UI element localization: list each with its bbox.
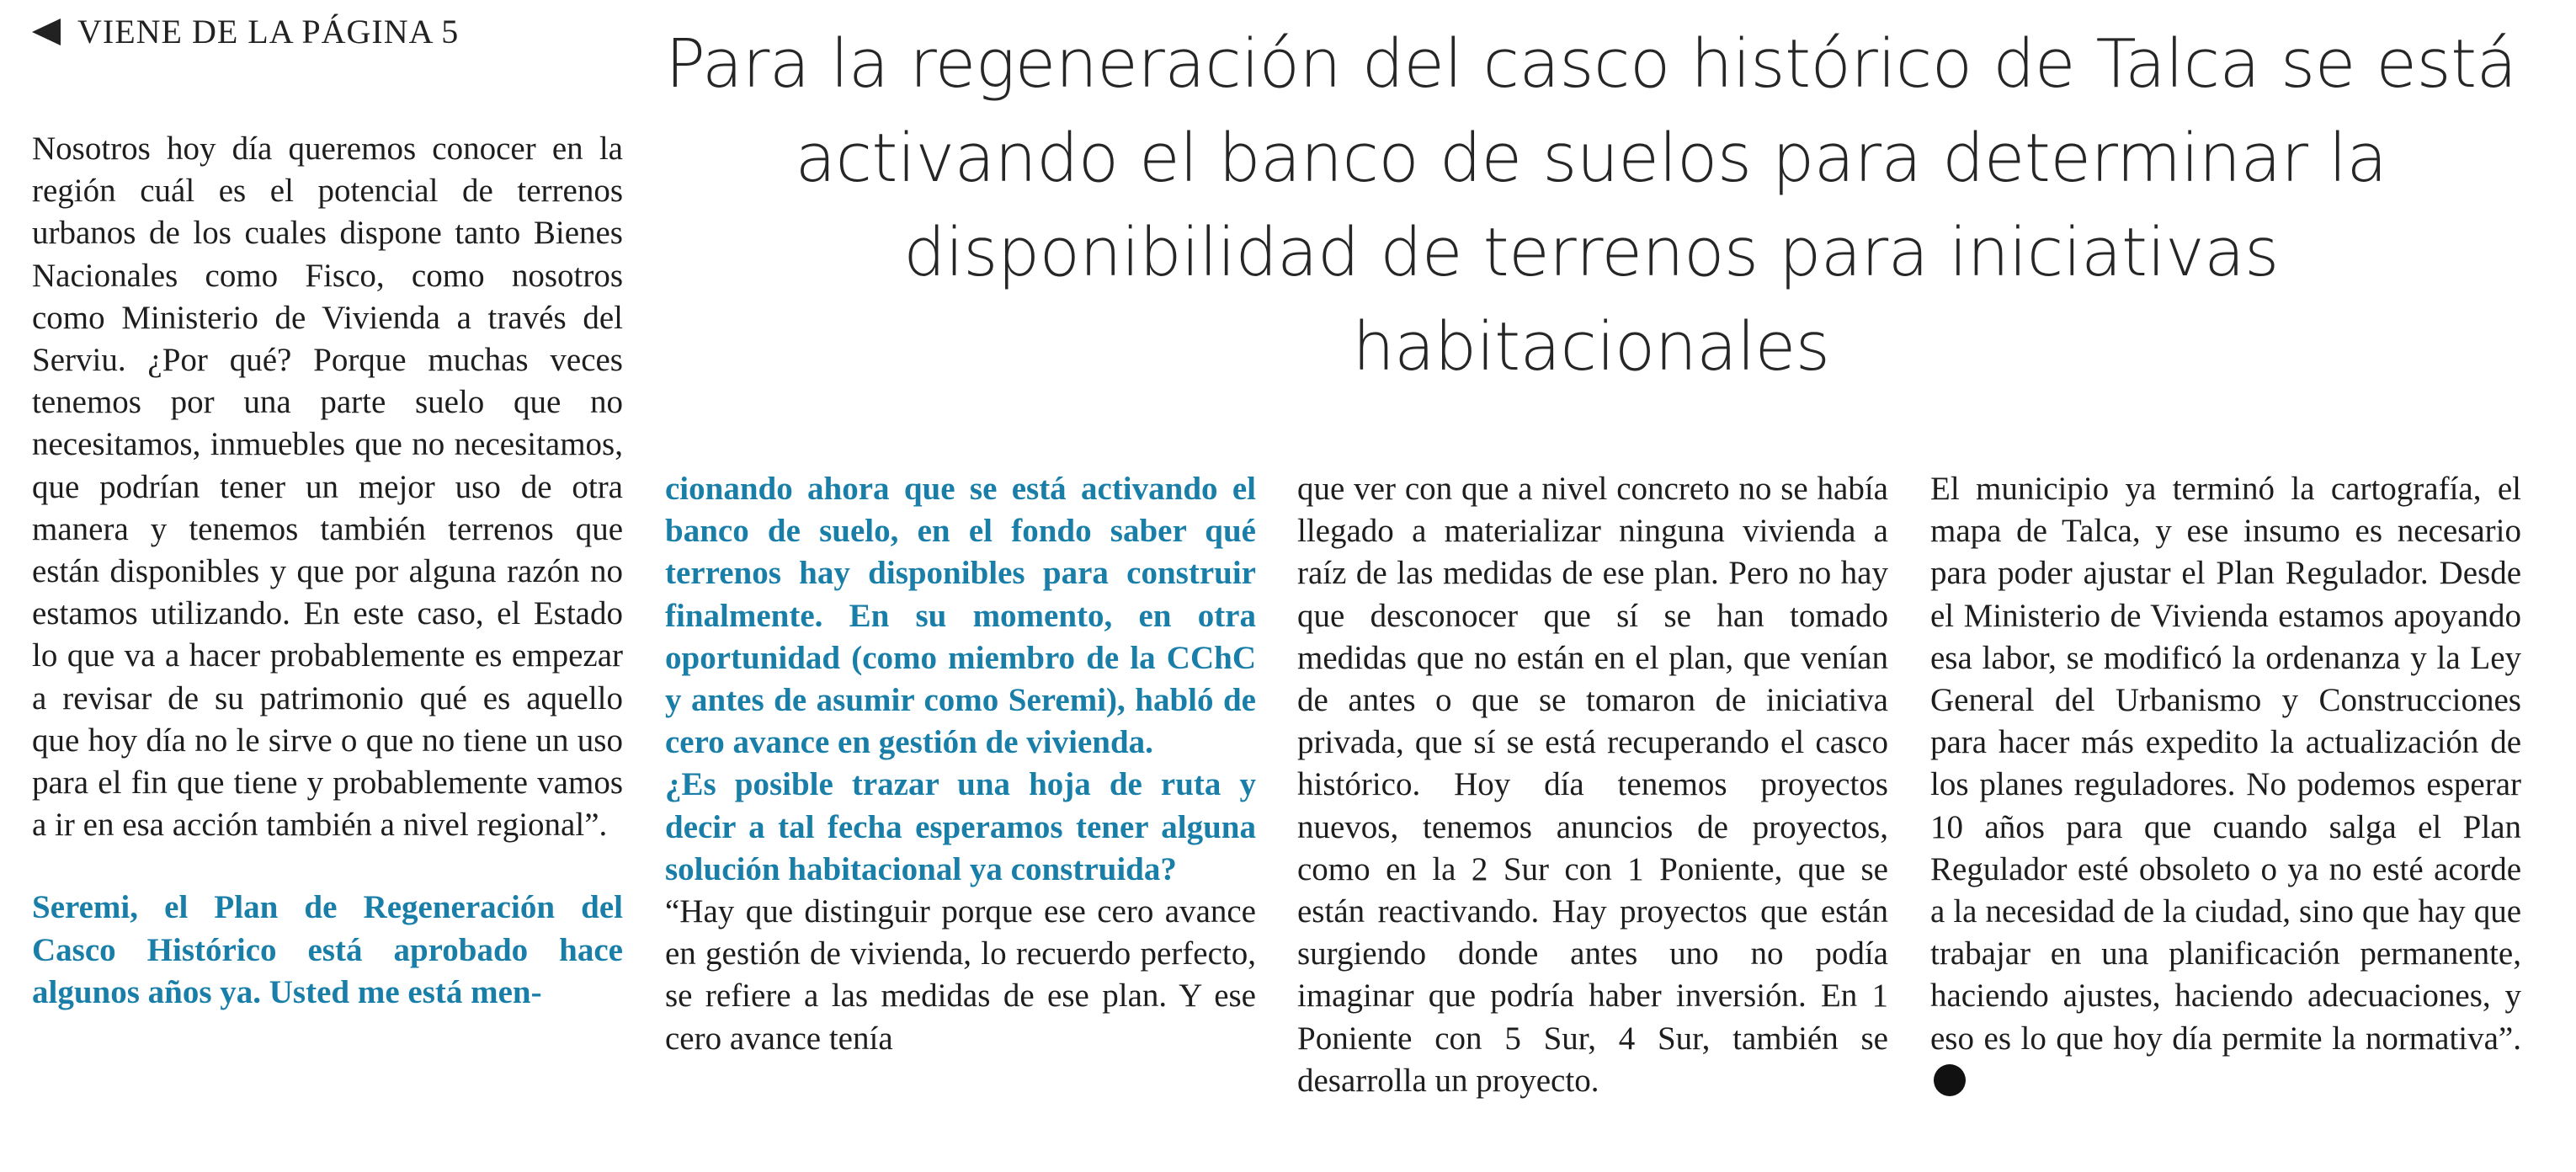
paragraph-gap (32, 846, 623, 887)
closing-paragraph (1930, 468, 2521, 1102)
column-3 (1297, 468, 1888, 1102)
interview-question-2: ¿Es posible trazar una hoja de ruta y decir a tal fecha esperamos tener alguna solución habitacional ya construida? (665, 766, 1256, 887)
continued-from-text: VIENE DE LA PÁGINA 5 (77, 13, 460, 51)
left-triangle-icon (32, 19, 61, 45)
continued-from-label (32, 12, 459, 51)
answer-paragraph-continued: que ver con que a nivel concreto no se había llegado a materializar ninguna vivienda a raíz de las medidas de ese plan. Pero no hay que desconocer que sí se han tomado medidas que no están en el plan, que venían de antes o que se tomaron de iniciativa privada, que sí se está recuperando el casco histórico. Hoy día tenemos proyectos nuevos, tenemos anuncios de proyectos, como en la 2 Sur con 1 Poniente, que se están reactivando. Hay proyectos que están surgiendo donde antes uno no podía imaginar que podría haber inversión. En 1 Poniente con 5 Sur, 4 Sur, también se desarrolla un proyecto. (1297, 471, 1888, 1099)
end-of-article-icon (1934, 1064, 1966, 1096)
answer-paragraph: “Hay que distinguir porque ese cero avance en gestión de vivienda, lo recuerdo perfecto, se refiere a las medidas de ese plan. Y ese cero avance tenía (665, 893, 1256, 1057)
column-1 (32, 128, 623, 1014)
interview-question: Seremi, el Plan de Regeneración del Casco Histórico está aprobado hace algunos años ya. Usted me está men- (32, 889, 623, 1010)
article-headline: Para la regeneración del casco histórico de Talca se está activando el banco de suelos para determinar la disponibilidad de terrenos para iniciativas habitacionales (665, 25, 2517, 386)
column-4 (1930, 468, 2521, 1102)
interview-question-continued: cionando ahora que se está activando el banco de suelo, en el fondo saber qué terrenos hay disponibles para construir finalmente. En su momento, en otra oportunidad (como miembro de la CChC y antes de asumir como Seremi), habló de cero avance en gestión de vivienda. (665, 471, 1256, 761)
body-paragraph: Nosotros hoy día queremos conocer en la región cuál es el potencial de terrenos urbanos de los cuales dispone tanto Bienes Nacionales como Fisco, como nosotros como Ministerio de Vivienda a través del Serviu. ¿Por qué? Porque muchas veces tenemos por una parte suelo que no necesitamos, inmuebles que no necesitamos, que podrían tener un mejor uso de otra manera y tenemos también terrenos que están disponibles y que por alguna razón no estamos utilizando. En este caso, el Estado lo que va a hacer probablemente es empezar a revisar de su patrimonio qué es aquello que hoy día no le sirve o que no tiene un uso para el fin que tiene y probablemente vamos a ir en esa acción también a nivel regional”. (32, 131, 623, 844)
column-2 (665, 468, 1256, 1060)
closing-text: El municipio ya terminó la cartografía, el mapa de Talca, y ese insumo es necesario para poder ajustar el Plan Regulador. Desde el Ministerio de Vivienda estamos apoyando esa labor, se modificó la ordenanza y la Ley General del Urbanismo y Construcciones para hacer más expedito la actualización de los planes reguladores. No podemos esperar 10 años para que cuando salga el Plan Regulador esté obsoleto o ya no esté acorde a la necesidad de la ciudad, sino que hay que trabajar en una planificación permanente, haciendo ajustes, haciendo adecuaciones, y eso es lo que hoy día permite la normativa”. (1930, 471, 2521, 1057)
